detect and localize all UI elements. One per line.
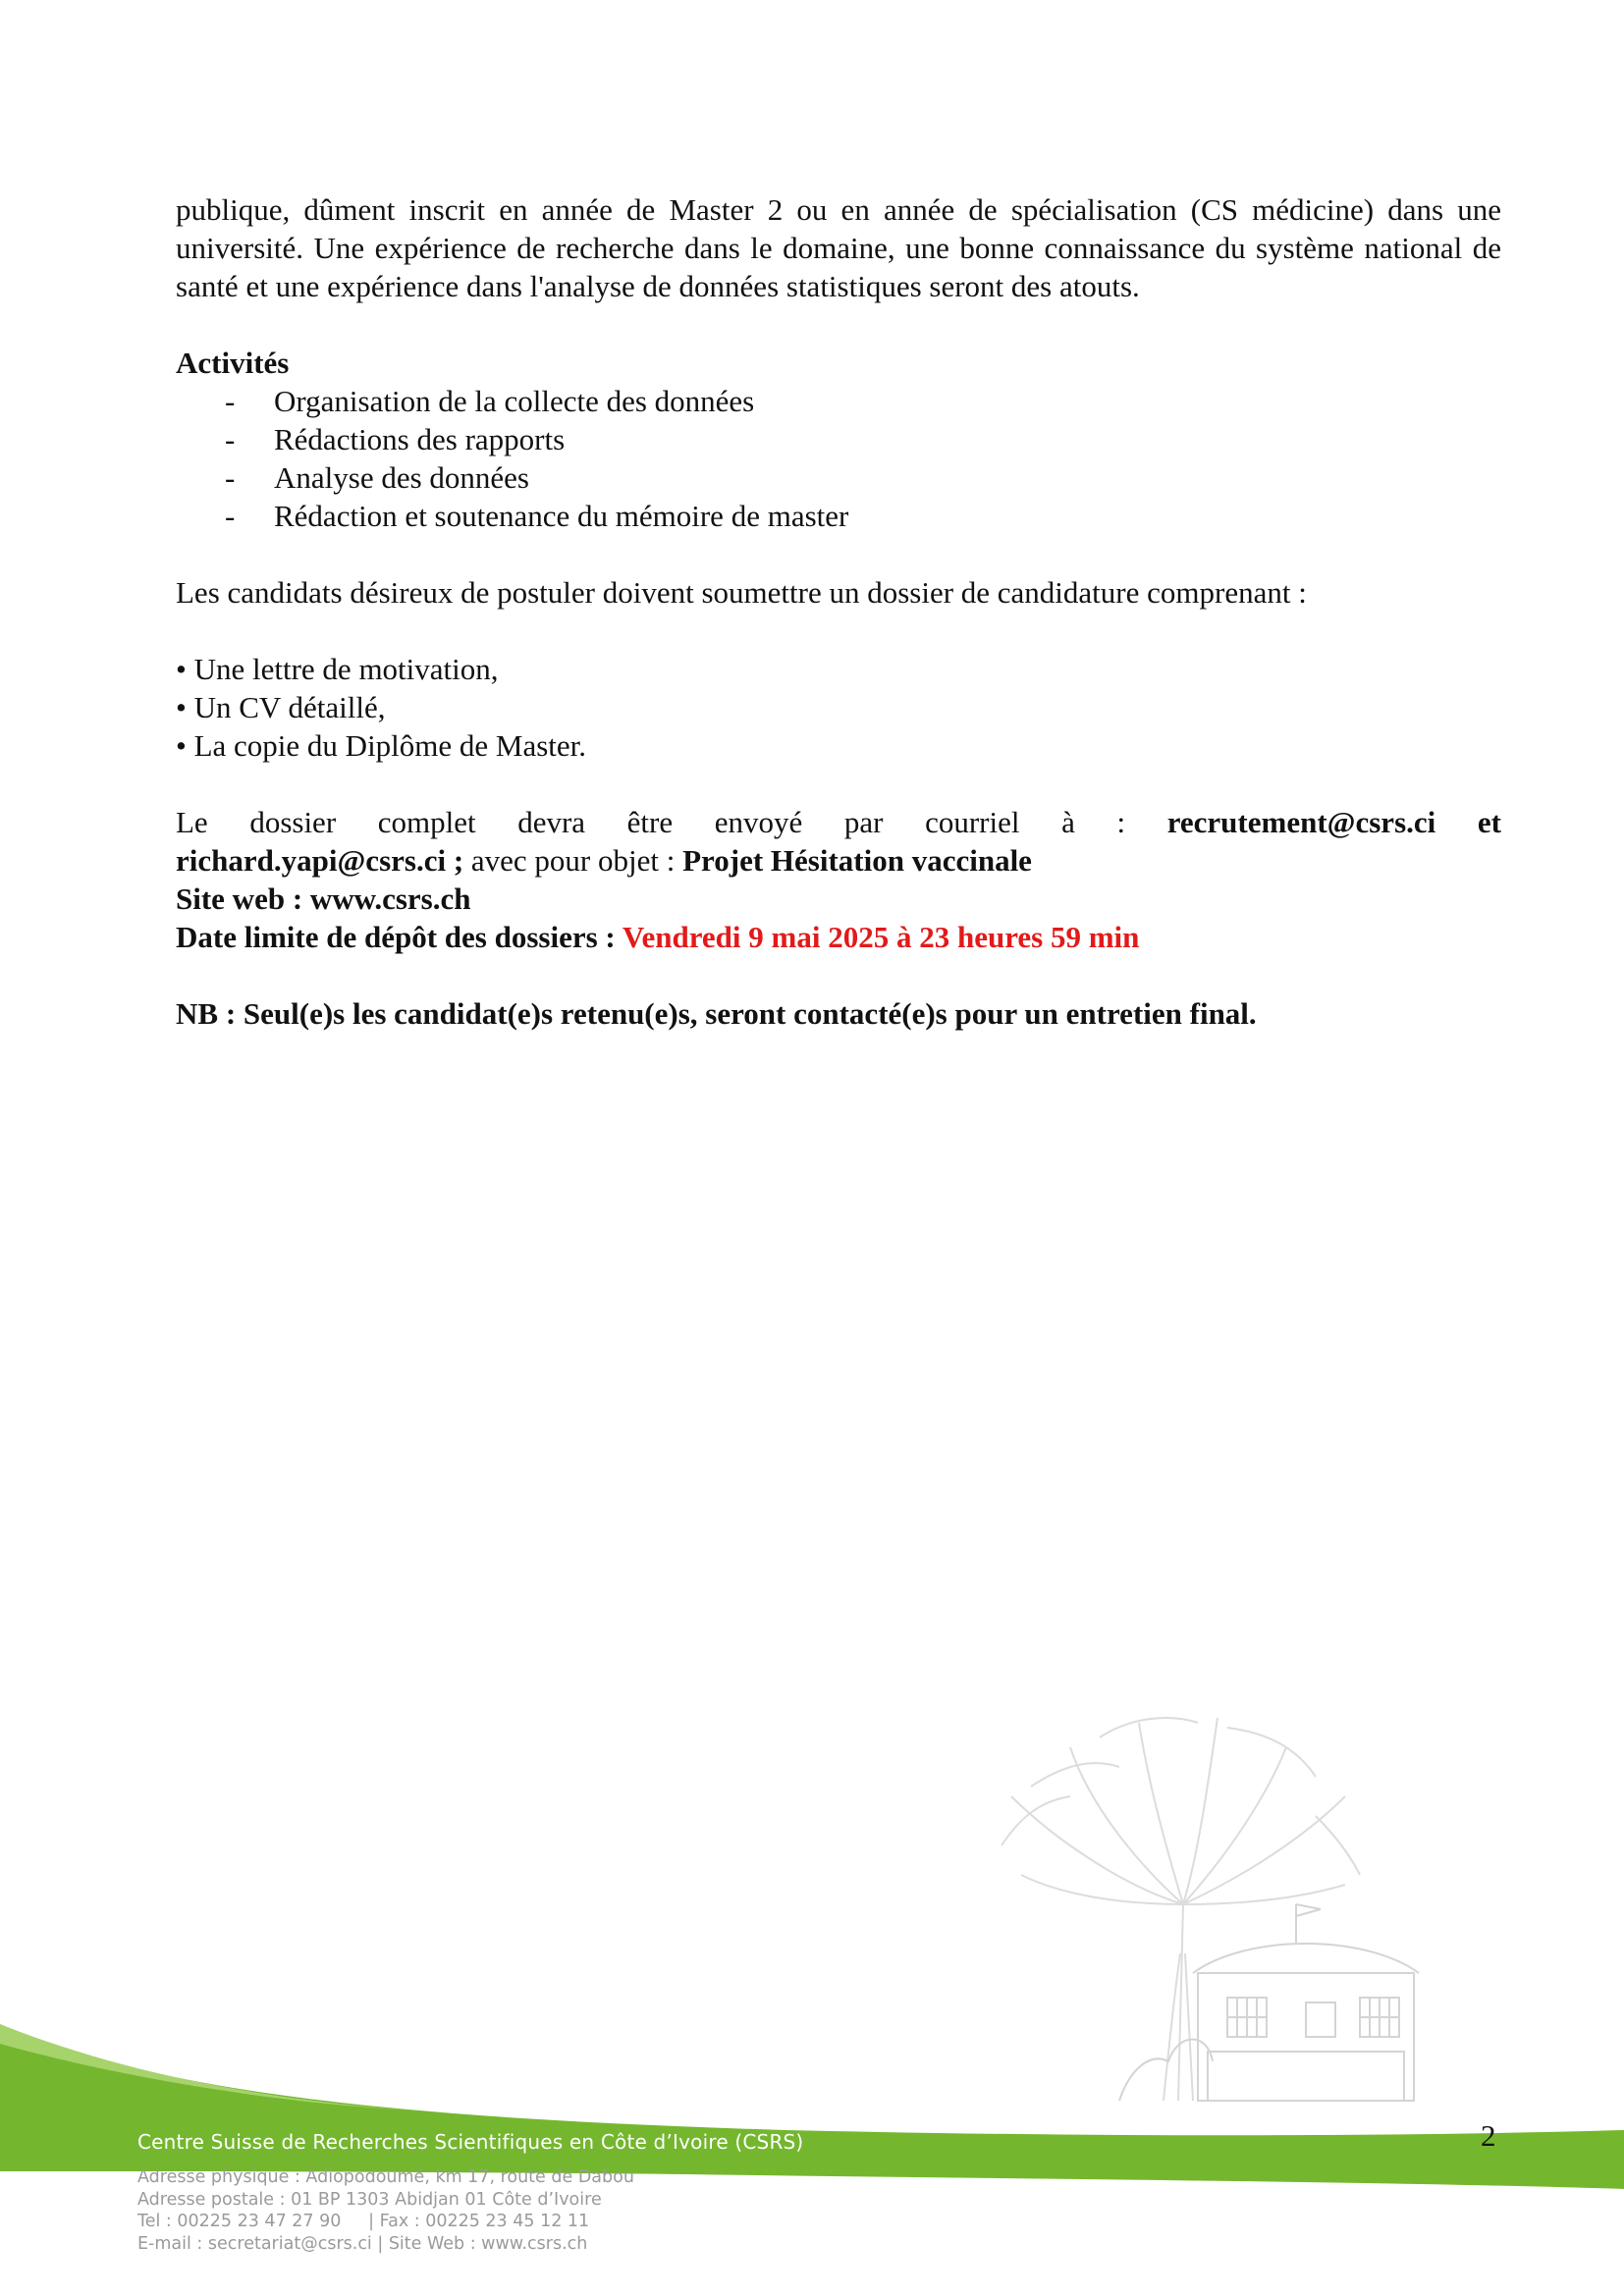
email-primary-link[interactable]: recrutement@csrs.ci xyxy=(1166,805,1436,839)
activity-item: - Analyse des données xyxy=(225,460,529,495)
footer-address-physical: Adresse physique : Adiopodoumé, km 17, route de Dabou xyxy=(137,2167,634,2187)
activities-heading: Activités xyxy=(176,346,290,380)
website-line: Site web : www.csrs.ch xyxy=(176,881,471,916)
document-item: • Un CV détaillé, xyxy=(176,690,386,724)
deadline-value: Vendredi 9 mai 2025 à 23 heures 59 min xyxy=(622,920,1140,954)
deadline-line: Date limite de dépôt des dossiers : Vendredi 9 mai 2025 à 23 heures 59 min xyxy=(176,920,1140,954)
nb-note: NB : Seul(e)s les candidat(e)s retenu(e)s, seront contacté(e)s pour un entretien final. xyxy=(176,996,1257,1031)
page-number: 2 xyxy=(1481,2118,1496,2153)
activity-item: - Organisation de la collecte des données xyxy=(225,384,755,418)
footer-email-web: E-mail : secretariat@csrs.ci | Site Web : www.csrs.ch xyxy=(137,2233,588,2254)
footer-contact-info xyxy=(137,2166,634,2255)
et-conjunction: et xyxy=(1477,805,1501,839)
footer-address-postal: Adresse postale : 01 BP 1303 Abidjan 01 Côte d’Ivoire xyxy=(137,2189,602,2210)
document-item: • La copie du Diplôme de Master. xyxy=(176,728,587,763)
email-secondary-link[interactable]: richard.yapi@csrs.ci ; xyxy=(176,843,464,878)
footer-organization-name: Centre Suisse de Recherches Scientifiques en Côte d’Ivoire (CSRS) xyxy=(137,2130,804,2154)
intro-paragraph: publique, dûment inscrit en année de Master 2 ou en année de spécialisation (CS médicine) dans une université. Une expérience de recherche dans le domaine, une bonne connaissance du système national de santé et une expérience dans l'analyse de données statistiques seront des atouts. xyxy=(176,192,1501,303)
activity-item: - Rédactions des rapports xyxy=(225,422,566,456)
application-intro: Les candidats désireux de postuler doivent soumettre un dossier de candidature comprenant : xyxy=(176,575,1307,610)
activity-item: - Rédaction et soutenance du mémoire de master xyxy=(225,499,849,533)
document-item: • Une lettre de motivation, xyxy=(176,652,499,686)
subject-line: richard.yapi@csrs.ci ; avec pour objet : Projet Hésitation vaccinale xyxy=(176,843,1032,878)
send-instructions-line: Le dossier complet devra être envoyé par courriel à : recrutement@csrs.ci et xyxy=(176,805,1501,839)
subject-value: Projet Hésitation vaccinale xyxy=(682,843,1032,878)
footer-tel-fax: Tel : 00225 23 47 27 90 | Fax : 00225 23 45 12 11 xyxy=(137,2212,590,2231)
